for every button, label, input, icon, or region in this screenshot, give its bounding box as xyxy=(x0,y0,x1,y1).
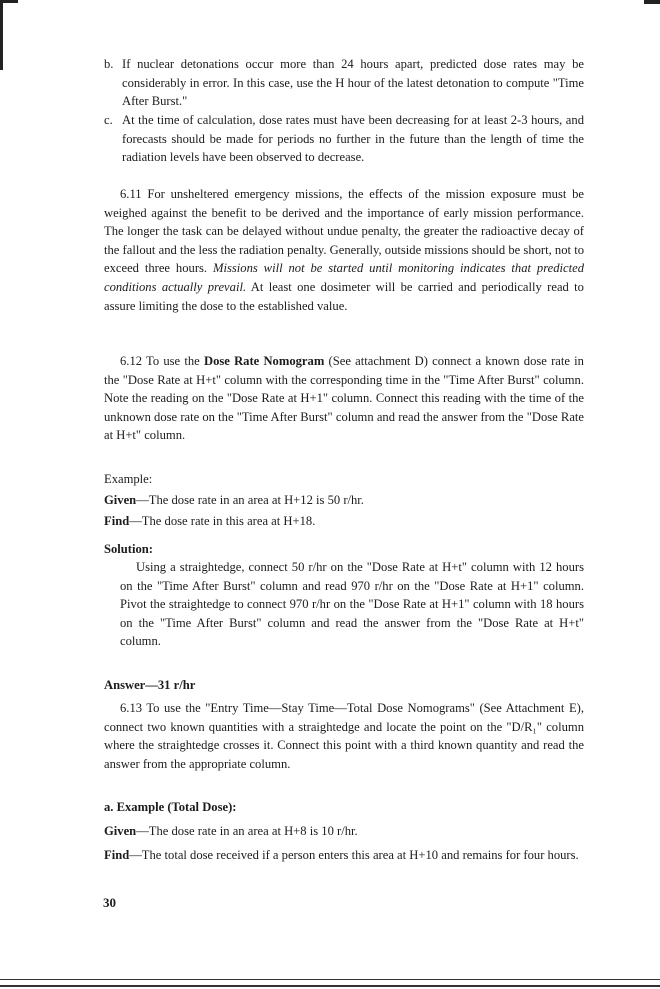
paragraph-bold-term: Dose Rate Nomogram xyxy=(203,354,325,368)
paragraph-tail: (See attachment D) connect a known dose rate in the "Dose Rate at H+t" column with the corresponding time in the "Time After Burst" column. Note the reading on the "Dose Rate at H+1" column. Connect this reading with the time of the unknown dose rate on the "Time After Burst" column and read the answer from the "Dose Rate at H+t" column. xyxy=(104,354,584,443)
item-label: c. xyxy=(104,113,113,127)
example-heading: Example: xyxy=(104,472,153,486)
page-number: 30 xyxy=(103,895,116,910)
paragraph-italic-emphasis: Missions will not be started until monitoring indicates that predicted conditions actually prevail. xyxy=(104,261,584,294)
paragraph-lead: 6.12 To use the xyxy=(120,354,200,368)
example-a-given xyxy=(104,822,584,841)
paragraph-6-11 xyxy=(104,185,584,315)
paragraph-tail: At least one dosimeter will be carried and periodically read to assure limiting the dose to the established value. xyxy=(104,279,584,313)
paragraph-6-12 xyxy=(104,352,584,445)
find-text: —The total dose received if a person enters this area at H+10 and remains for four hours. xyxy=(129,848,579,862)
scan-edge-mark xyxy=(0,0,3,70)
bottom-rule-thick xyxy=(0,985,660,987)
scan-edge-mark-top xyxy=(0,0,18,3)
example-a-find xyxy=(104,846,584,865)
bottom-rule xyxy=(0,979,660,980)
scan-edge-mark-right xyxy=(644,0,660,4)
given-label: Given xyxy=(104,493,137,507)
example-find xyxy=(104,512,584,531)
item-label: b. xyxy=(104,57,114,71)
answer: Answer—31 r/hr xyxy=(104,678,196,692)
given-text: —The dose rate in an area at H+8 is 10 r/hr. xyxy=(136,824,358,838)
example-a-heading: a. Example (Total Dose): xyxy=(104,800,237,814)
paragraph-c xyxy=(104,111,584,167)
paragraph-b xyxy=(104,55,584,111)
given-text: —The dose rate in an area at H+12 is 50 r/hr. xyxy=(136,493,364,507)
solution-heading: Solution: xyxy=(104,542,153,556)
paragraph-lead: 6.11 For unsheltered emergency missions, the effects of the mission exposure must be weighed against the benefit to be derived and the importance of early mission performance. The longer the task can be delayed without undue penalty, the greater the radioactive decay of the fallout and the less the radiation penalty. Generally, outside missions should be short, not to exceed three hours. xyxy=(104,187,584,276)
find-text: —The dose rate in this area at H+18. xyxy=(129,514,316,528)
given-label: Given xyxy=(104,824,137,838)
find-label: Find xyxy=(104,514,130,528)
item-text: If nuclear detonations occur more than 24 hours apart, predicted dose rates may be considerably in error. In this case, use the H hour of the latest detonation to compute "Time After Burst." xyxy=(122,57,584,109)
paragraph-text: 6.13 To use the "Entry Time—Stay Time—Total Dose Nomograms" (See Attachment E), connect two known quantities with a straightedge and locate the point on the "D/R₁" column where the straightedge crosses it. Connect this point with a third known quantity and read the answer from the appropriate column. xyxy=(104,701,584,771)
item-text: At the time of calculation, dose rates must have been decreasing for at least 2-3 hours, and forecasts should be made for periods no further in the future than the length of time the radiation levels have been observed to decrease. xyxy=(122,113,584,165)
example-given xyxy=(104,491,584,510)
solution-text: Using a straightedge, connect 50 r/hr on the "Dose Rate at H+t" column with 12 hours on the "Time After Burst" column and read 970 r/hr on the "Dose Rate at H+1" column. Pivot the straightedge to connect 970 r/hr on the "Dose Rate at H+1" column with 18 hours on the "Time After Burst" column and read the answer from the "Dose Rate at H+t" column. xyxy=(120,560,584,649)
paragraph-6-13 xyxy=(104,699,584,773)
find-label: Find xyxy=(104,848,130,862)
solution-body xyxy=(104,558,584,651)
